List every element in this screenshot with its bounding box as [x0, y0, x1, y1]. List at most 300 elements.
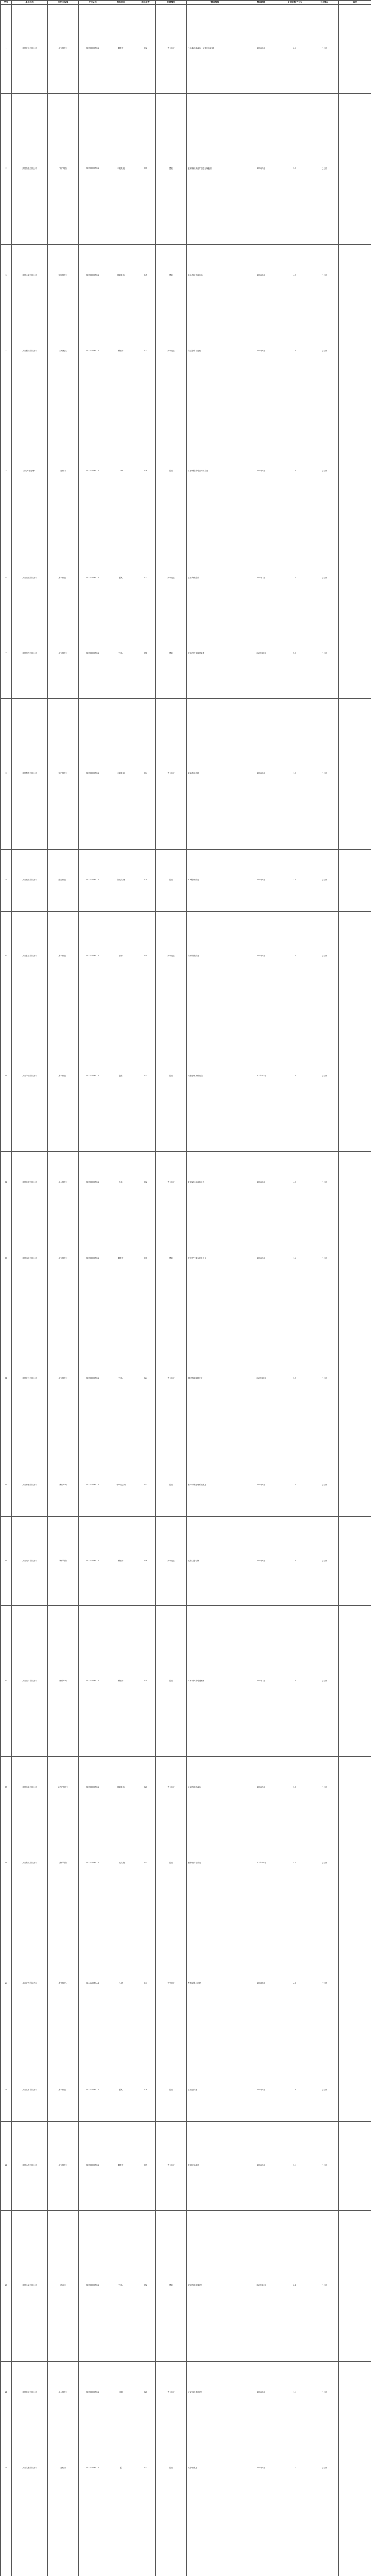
- table-cell: 已公开: [310, 2121, 339, 2210]
- table-cell: 2.2: [279, 1454, 310, 1516]
- table-cell: 2023年9月: [243, 911, 279, 1001]
- table-cell: 已公开: [310, 698, 339, 849]
- table-cell: 某某热电有限公司: [12, 93, 48, 244]
- table-cell: 2023年6月: [243, 1516, 279, 1605]
- table-row: [1, 849, 371, 911]
- table-cell: [1, 2513, 12, 2576]
- table-cell: 二氧化硫: [107, 698, 135, 849]
- table-cell: VOCs: [107, 1303, 135, 1454]
- table-cell: 2023年9月: [243, 1756, 279, 1819]
- table-cell: 烧结机头: [48, 307, 79, 396]
- table-cell: 0.52: [135, 2210, 156, 2361]
- table-cell: 2.4: [279, 2210, 310, 2361]
- table-cell: 0.31: [135, 1605, 156, 1756]
- table-cell: 某某钢铁有限公司: [12, 307, 48, 396]
- table-cell: [339, 2361, 371, 2424]
- table-cell: 91370000XXXX: [79, 1001, 107, 1151]
- table-cell: 91370000XXXX: [79, 1516, 107, 1605]
- table-cell: 已公开: [310, 2361, 339, 2424]
- table-cell: 罚款: [156, 1214, 187, 1303]
- table-cell: 已公开: [310, 244, 339, 307]
- table-cell: 废水排放口: [48, 547, 79, 609]
- table-cell: 罚款: [156, 93, 187, 244]
- table-cell: [339, 1214, 371, 1303]
- table-cell: [243, 2513, 279, 2576]
- table-cell: [339, 849, 371, 911]
- table-cell: 15: [1, 1454, 12, 1516]
- table-cell: 1.0: [279, 698, 310, 849]
- table-cell: 2023年8月: [243, 244, 279, 307]
- table-cell: 0.32: [135, 4, 156, 93]
- table-cell: 91370000XXXX: [79, 1151, 107, 1214]
- table-cell: 废水排放口: [48, 911, 79, 1001]
- table-cell: [279, 2513, 310, 2576]
- table-cell: 2023年8月: [243, 849, 279, 911]
- table-cell: 颗粒物: [107, 2121, 135, 2210]
- table-cell: 废水排放口: [48, 1001, 79, 1151]
- table-cell: 颗粒物: [107, 1214, 135, 1303]
- table-cell: 已公开: [310, 911, 339, 1001]
- table-cell: 颗粒物: [107, 307, 135, 396]
- table-cell: 罚款: [156, 1819, 187, 1908]
- table-cell: 罚款: [156, 2424, 187, 2513]
- table-cell: 某某印染有限公司: [12, 1001, 48, 1151]
- table-cell: 某某食品有限公司: [12, 911, 48, 1001]
- table-cell: 罚款: [156, 1001, 187, 1151]
- table-cell: 91370000XXXX: [79, 1756, 107, 1819]
- table-cell: 4: [1, 307, 12, 396]
- table-cell: 24: [1, 2361, 12, 2424]
- table-cell: COD: [107, 2361, 135, 2424]
- table-cell: [339, 1001, 371, 1151]
- table-cell: 密闭收集与治理: [187, 1908, 243, 2059]
- table-cell: 废水排放口: [48, 2361, 79, 2424]
- table-cell: 2.5: [279, 4, 310, 93]
- table-cell: 封闭车间并增设喷淋: [187, 1605, 243, 1756]
- table-cell: 3.8: [279, 1756, 310, 1819]
- table-cell: 罚款: [156, 2210, 187, 2361]
- table-cell: 某某化工有限公司: [12, 4, 48, 93]
- table-cell: 罚款: [156, 244, 187, 307]
- table-cell: 2023年9月: [243, 2059, 279, 2121]
- table-cell: 已公开: [310, 1214, 339, 1303]
- table-cell: 1: [1, 4, 12, 93]
- table-cell: 1.9: [279, 2059, 310, 2121]
- table-cell: 氨氮: [107, 2059, 135, 2121]
- table-cell: [135, 2513, 156, 2576]
- table-cell: 某某制药有限公司: [12, 609, 48, 698]
- table-cell: 1.4: [279, 1605, 310, 1756]
- table-cell: 重金属处理设施检修: [187, 1151, 243, 1214]
- table-cell: [339, 4, 371, 93]
- table-cell: 1.5: [279, 547, 310, 609]
- table-cell: 0.22: [135, 547, 156, 609]
- table-cell: 2023年6月: [243, 307, 279, 396]
- table-cell: 91370000XXXX: [79, 849, 107, 911]
- table-cell: VOCs: [107, 1908, 135, 2059]
- column-header: 序号: [1, 1, 12, 5]
- column-header: 公开情况: [310, 1, 339, 5]
- table-cell: 焦炉烟囱: [48, 1819, 79, 1908]
- table-cell: 91370000XXXX: [79, 93, 107, 244]
- table-cell: [79, 2513, 107, 2576]
- table-cell: 0.12: [135, 1151, 156, 1214]
- table-cell: 25: [1, 2424, 12, 2513]
- table-cell: 91370000XXXX: [79, 1214, 107, 1303]
- column-header: 处罚金额(万元): [279, 1, 310, 5]
- table-cell: 2023年9月: [243, 396, 279, 547]
- table-cell: 16: [1, 1516, 12, 1605]
- table-cell: 2023年9月: [243, 2424, 279, 2513]
- table-cell: 2023年10月: [243, 1819, 279, 1908]
- column-header: 单位名称: [12, 1, 48, 5]
- table-cell: 23: [1, 2210, 12, 2361]
- table-row: [1, 4, 371, 93]
- table-cell: 更换脱硫设备并加强在线监测: [187, 93, 243, 244]
- table-cell: 废水排放口: [48, 2059, 79, 2121]
- table-cell: 造粒塔: [48, 2424, 79, 2513]
- table-cell: 某某焦化有限公司: [12, 1819, 48, 1908]
- table-cell: 91370000XXXX: [79, 609, 107, 698]
- table-cell: 低氮燃烧器改造: [187, 1756, 243, 1819]
- table-cell: 某某电力有限公司: [12, 1516, 48, 1605]
- table-cell: 破碎车间: [48, 1605, 79, 1756]
- table-cell: 炼胶车间: [48, 1454, 79, 1516]
- table-cell: 总磷: [107, 911, 135, 1001]
- table-cell: 0.35: [135, 1908, 156, 2059]
- table-cell: 责令改正: [156, 911, 187, 1001]
- table-cell: [156, 2513, 187, 2576]
- table-cell: 某某化纤有限公司: [12, 1303, 48, 1454]
- table-cell: 9: [1, 849, 12, 911]
- table-cell: 0.29: [135, 849, 156, 911]
- table-cell: 已公开: [310, 547, 339, 609]
- table-cell: [339, 1605, 371, 1756]
- table-cell: 锅炉烟囱: [48, 1516, 79, 1605]
- table-cell: 91370000XXXX: [79, 244, 107, 307]
- table-row: [1, 244, 371, 307]
- table-cell: 洗涤塔改造: [187, 2424, 243, 2513]
- table-cell: [339, 1303, 371, 1454]
- table-cell: 2023年7月: [243, 93, 279, 244]
- table-cell: 1.6: [279, 1214, 310, 1303]
- table-cell: 2.0: [279, 396, 310, 547]
- table-cell: 某某陶瓷有限公司: [12, 698, 48, 849]
- table-cell: 生化池扩建: [187, 2059, 243, 2121]
- table-cell: 2023年11月: [243, 1001, 279, 1151]
- table-row: [1, 1454, 371, 1516]
- column-header: 排放口/设施: [48, 1, 79, 5]
- column-header: 整改措施: [187, 1, 243, 5]
- table-cell: 1.1: [279, 2361, 310, 2424]
- table-cell: [339, 2424, 371, 2513]
- table-cell: 责令改正: [156, 1303, 187, 1454]
- table-cell: 已公开: [310, 2059, 339, 2121]
- table-cell: 3: [1, 244, 12, 307]
- table-cell: 91370000XXXX: [79, 1605, 107, 1756]
- table-cell: 4.2: [279, 244, 310, 307]
- table-cell: 91370000XXXX: [79, 307, 107, 396]
- table-cell: 罚款: [156, 396, 187, 547]
- table-cell: 废气排放口: [48, 4, 79, 93]
- table-cell: 0.51: [135, 609, 156, 698]
- table-cell: 2: [1, 93, 12, 244]
- table-cell: 某某橡胶有限公司: [12, 1454, 48, 1516]
- table-cell: 0.26: [135, 2361, 156, 2424]
- table-cell: 0.41: [135, 911, 156, 1001]
- table-cell: 颗粒物: [107, 1516, 135, 1605]
- table-cell: 0.24: [135, 1303, 156, 1454]
- table-cell: 已公开: [310, 307, 339, 396]
- table-row: [1, 1516, 371, 1605]
- table-cell: 已公开: [310, 1756, 339, 1819]
- table-cell: 2023年7月: [243, 1214, 279, 1303]
- table-row: [1, 2424, 371, 2513]
- table-cell: [339, 1756, 371, 1819]
- table-cell: [339, 1151, 371, 1214]
- table-cell: [107, 2513, 135, 2576]
- table-cell: 废气收集处理系统改造: [187, 1454, 243, 1516]
- table-cell: 工艺调整并增加药剂投加: [187, 396, 243, 547]
- table-cell: [339, 2210, 371, 2361]
- table-cell: 责令改正: [156, 547, 187, 609]
- table-cell: 喷漆房: [48, 2210, 79, 2361]
- table-cell: 除尘器布袋更换: [187, 307, 243, 396]
- table-cell: 已公开: [310, 1516, 339, 1605]
- table-cell: 电除尘器检修: [187, 1516, 243, 1605]
- table-cell: 废气排放口: [48, 609, 79, 698]
- table-cell: 2023年10月: [243, 1303, 279, 1454]
- table-row: [1, 2513, 371, 2576]
- table-row: [1, 911, 371, 1001]
- table-cell: 4.5: [279, 1819, 310, 1908]
- table-cell: 已公开: [310, 4, 339, 93]
- table-cell: 已完成设施改造，加强运行管理: [187, 4, 243, 93]
- table-cell: 91370000XXXX: [79, 1819, 107, 1908]
- table-cell: [339, 1454, 371, 1516]
- table-row: [1, 2121, 371, 2210]
- table-cell: 责令改正: [156, 2121, 187, 2210]
- table-cell: 2023年8月: [243, 1908, 279, 2059]
- table-cell: 0.47: [135, 1454, 156, 1516]
- table-row: [1, 1756, 371, 1819]
- table-cell: 窑尾排放口: [48, 244, 79, 307]
- table-cell: 8: [1, 698, 12, 849]
- table-cell: 91370000XXXX: [79, 1908, 107, 2059]
- table-row: [1, 609, 371, 698]
- table-cell: 已公开: [310, 1605, 339, 1756]
- table-cell: 已公开: [310, 1908, 339, 2059]
- table-cell: 二氧化硫: [107, 93, 135, 244]
- table-row: [1, 1303, 371, 1454]
- table-cell: 3.2: [279, 1303, 310, 1454]
- table-cell: 某某建材有限公司: [12, 1605, 48, 1756]
- table-cell: 2023年6月: [243, 698, 279, 849]
- table-cell: [339, 307, 371, 396]
- table-cell: 0.28: [135, 2059, 156, 2121]
- table-row: [1, 2059, 371, 2121]
- table-cell: 20: [1, 1908, 12, 2059]
- table-cell: 2023年11月: [243, 2210, 279, 2361]
- table-cell: [339, 2121, 371, 2210]
- table-cell: 总铬: [107, 1151, 135, 1214]
- table-cell: 6: [1, 547, 12, 609]
- table-cell: 某某电镀有限公司: [12, 1151, 48, 1214]
- table-cell: SCR脱硝改造: [187, 849, 243, 911]
- table-cell: 责令改正: [156, 4, 187, 93]
- table-cell: 已公开: [310, 1819, 339, 1908]
- table-cell: 3.1: [279, 2121, 310, 2210]
- table-cell: 责令改正: [156, 1516, 187, 1605]
- table-cell: 已公开: [310, 1454, 339, 1516]
- table-cell: 总排口: [48, 396, 79, 547]
- table-cell: [339, 547, 371, 609]
- table-row: [1, 1001, 371, 1151]
- table-cell: 某某水泥有限公司: [12, 244, 48, 307]
- table-cell: 0.43: [135, 1819, 156, 1908]
- table-cell: 罚款: [156, 1454, 187, 1516]
- table-cell: 催化燃烧装置建设: [187, 2210, 243, 2361]
- table-cell: 某某玻璃有限公司: [12, 849, 48, 911]
- table-cell: 0.27: [135, 307, 156, 396]
- table-cell: 18: [1, 1756, 12, 1819]
- table-cell: 废水排放口: [48, 1151, 79, 1214]
- column-header: 整改时限: [243, 1, 279, 5]
- table-cell: 91370000XXXX: [79, 698, 107, 849]
- table-cell: 2023年7月: [243, 547, 279, 609]
- table-cell: [339, 2059, 371, 2121]
- table-cell: 2023年8月: [243, 1454, 279, 1516]
- table-cell: COD: [107, 396, 135, 547]
- table-row: [1, 307, 371, 396]
- table-cell: RTO焚烧装置改造: [187, 1303, 243, 1454]
- column-header: 超标项目: [107, 1, 135, 5]
- table-cell: 2.7: [279, 2424, 310, 2513]
- table-row: [1, 1151, 371, 1214]
- table-cell: 氨氮: [107, 547, 135, 609]
- table-cell: 某某皮革有限公司: [12, 2059, 48, 2121]
- table-cell: 91370000XXXX: [79, 396, 107, 547]
- table-cell: 更换清洁燃料: [187, 698, 243, 849]
- table-cell: 加热炉排放口: [48, 1756, 79, 1819]
- table-cell: [339, 1516, 371, 1605]
- table-cell: 已公开: [310, 2210, 339, 2361]
- table-cell: 责令改正: [156, 2361, 187, 2424]
- table-cell: 5: [1, 396, 12, 547]
- table-row: [1, 1819, 371, 1908]
- table-cell: 2023年7月: [243, 1605, 279, 1756]
- table-cell: 2.8: [279, 1001, 310, 1151]
- table-cell: 二氧化硫: [107, 1819, 135, 1908]
- table-row: [1, 1908, 371, 2059]
- header-row: [1, 1, 371, 5]
- table-cell: 91370000XXXX: [79, 911, 107, 1001]
- table-cell: 罚款: [156, 609, 187, 698]
- table-row: [1, 1605, 371, 1756]
- table-cell: [339, 396, 371, 547]
- table-row: [1, 1214, 371, 1303]
- table-cell: 22: [1, 2121, 12, 2210]
- table-row: [1, 698, 371, 849]
- table-body: [1, 4, 371, 2576]
- table-cell: 废气排放口: [48, 2121, 79, 2210]
- table-cell: 某某养殖有限公司: [12, 2361, 48, 2424]
- table-cell: 19: [1, 1819, 12, 1908]
- table-cell: [339, 244, 371, 307]
- table-cell: 颗粒物: [107, 1605, 135, 1756]
- table-cell: 颗粒物: [107, 4, 135, 93]
- table-cell: 已公开: [310, 849, 339, 911]
- table-cell: 罚款: [156, 849, 187, 911]
- table-cell: 13: [1, 1214, 12, 1303]
- table-cell: 责令改正: [156, 1151, 187, 1214]
- column-header: 处理情况: [156, 1, 187, 5]
- table-cell: [310, 2513, 339, 2576]
- table-cell: 已公开: [310, 1303, 339, 1454]
- table-cell: 2023年6月: [243, 4, 279, 93]
- table-cell: 2.6: [279, 1908, 310, 2059]
- table-cell: 已公开: [310, 609, 339, 698]
- table-cell: VOCs: [107, 2210, 135, 2361]
- table-cell: 2.0: [279, 1516, 310, 1605]
- table-cell: 12: [1, 1151, 12, 1214]
- table-cell: 91370000XXXX: [79, 4, 107, 93]
- table-cell: 0.36: [135, 396, 156, 547]
- table-cell: 1.8: [279, 307, 310, 396]
- table-cell: 3.6: [279, 849, 310, 911]
- table-cell: 某某造纸有限公司: [12, 547, 48, 609]
- table-cell: [339, 1908, 371, 2059]
- table-cell: 某某农药有限公司: [12, 1908, 48, 2059]
- table-cell: 0.45: [135, 244, 156, 307]
- table-cell: 91370000XXXX: [79, 1303, 107, 1454]
- table-cell: 0.33: [135, 1001, 156, 1151]
- table-cell: 某某铸造有限公司: [12, 1214, 48, 1303]
- table-cell: [339, 2513, 371, 2576]
- table-cell: 罚款: [156, 2059, 187, 2121]
- table-cell: 氮氧化物: [107, 1756, 135, 1819]
- table-cell: 91370000XXXX: [79, 1454, 107, 1516]
- table-cell: 已公开: [310, 1151, 339, 1214]
- table-cell: 0.14: [135, 698, 156, 849]
- table-cell: 5.0: [279, 609, 310, 698]
- table-cell: 某某涂装有限公司: [12, 2210, 48, 2361]
- table-cell: 增设集气罩与除尘设备: [187, 1214, 243, 1303]
- table-cell: 氨: [107, 2424, 135, 2513]
- table-cell: 氮氧化物: [107, 849, 135, 911]
- table-cell: VOCs: [107, 609, 135, 698]
- table-cell: 废气排放口: [48, 1214, 79, 1303]
- table-cell: 21: [1, 2059, 12, 2121]
- table-cell: 深度处理系统建设: [187, 1001, 243, 1151]
- table-cell: [339, 1819, 371, 1908]
- table-cell: 安装活性炭吸附装置: [187, 609, 243, 698]
- table-cell: 2023年8月: [243, 2361, 279, 2424]
- table-cell: 91370000XXXX: [79, 2361, 107, 2424]
- table-cell: [339, 609, 371, 698]
- table-cell: 责令改正: [156, 307, 187, 396]
- table-cell: 罚款: [156, 1605, 187, 1756]
- table-cell: 0.19: [135, 2121, 156, 2210]
- table-cell: [12, 2513, 48, 2576]
- table-cell: 布袋除尘改造: [187, 2121, 243, 2210]
- table-cell: [339, 911, 371, 1001]
- table-cell: 责令改正: [156, 698, 187, 849]
- table-cell: 脱硫塔扩容改造: [187, 1819, 243, 1908]
- table-cell: 91370000XXXX: [79, 2210, 107, 2361]
- table-row: [1, 2361, 371, 2424]
- table-cell: 某某石化有限公司: [12, 1756, 48, 1819]
